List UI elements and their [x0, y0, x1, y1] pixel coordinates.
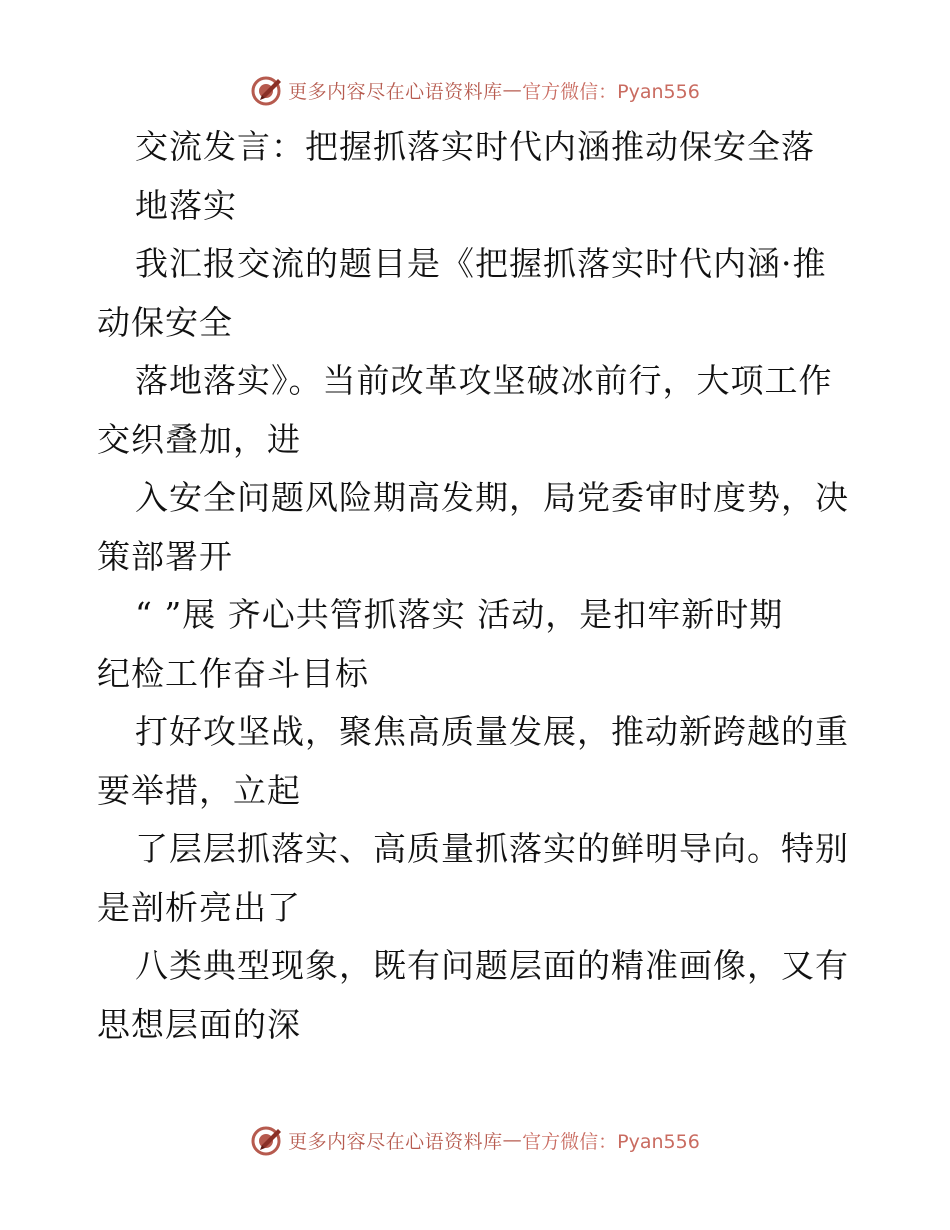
- text-line: 要举措，立起: [97, 770, 301, 810]
- text-line: 八类典型现象，既有问题层面的精准画像，又有: [135, 946, 849, 985]
- text-line: 打好攻坚战，聚焦高质量发展，推动新跨越的重: [135, 712, 849, 751]
- text-line: 入安全问题风险期高发期，局党委审时度势，决: [135, 478, 849, 517]
- text-line: “ ”展 齐心共管抓落实 活动，是扣牢新时期: [135, 595, 784, 634]
- text-line: 纪检工作奋斗目标: [97, 653, 369, 693]
- pen-logo-icon: [250, 1123, 284, 1157]
- text-line: 落地落实》。当前改革攻坚破冰前行，大项工作: [135, 361, 833, 400]
- pen-logo-icon: [250, 73, 284, 107]
- watermark-text: 更多内容尽在心语资料库: [288, 80, 503, 103]
- text-line: 地落实: [135, 185, 237, 225]
- text-line: 交织叠加，进: [97, 419, 301, 459]
- header-watermark: [0, 70, 950, 110]
- document-body: [97, 118, 857, 1054]
- watermark-contact: 官方微信：Pyan556: [522, 80, 700, 103]
- text-line: 交流发言：把握抓落实时代内涵推动保安全落: [135, 127, 815, 166]
- footer-watermark: [0, 1120, 950, 1160]
- text-line: 我汇报交流的题目是《把握抓落实时代内涵·推: [135, 244, 827, 283]
- text-line: 了层层抓落实、高质量抓落实的鲜明导向。特别: [135, 829, 849, 868]
- watermark-contact: 官方微信：Pyan556: [522, 1130, 700, 1153]
- text-line: 动保安全: [97, 302, 233, 342]
- watermark-separator: —: [502, 79, 523, 101]
- text-line: 思想层面的深: [97, 1004, 301, 1044]
- watermark-text: 更多内容尽在心语资料库: [288, 1130, 503, 1153]
- text-line: 是剖析亮出了: [97, 887, 301, 927]
- text-line: 策部署开: [97, 536, 233, 576]
- watermark-separator: —: [502, 1129, 523, 1151]
